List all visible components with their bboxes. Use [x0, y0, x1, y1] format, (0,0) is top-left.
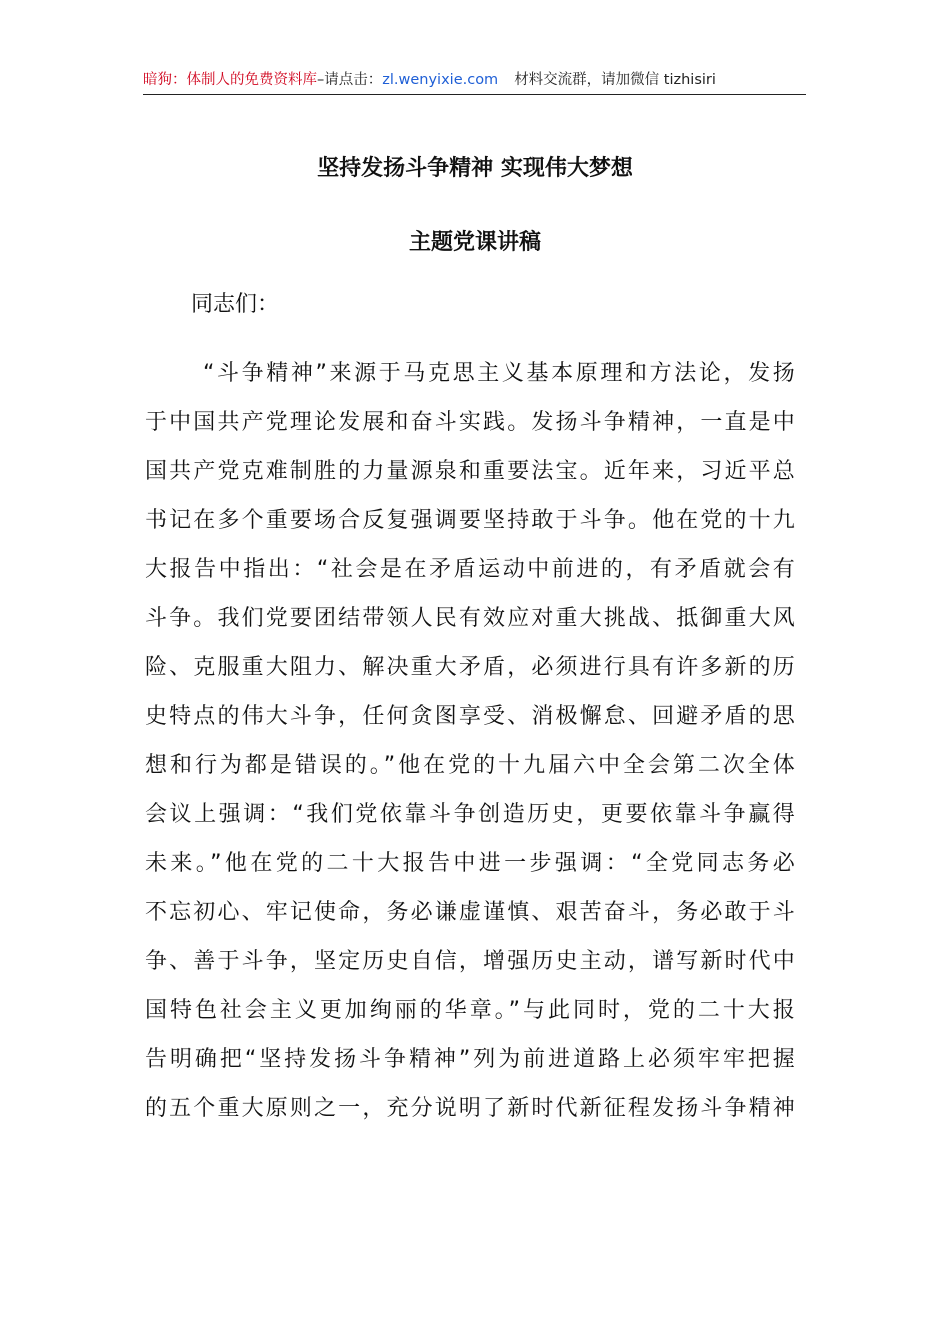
header-group-info: 材料交流群，请加微信 tizhisiri	[514, 72, 716, 88]
paragraph-line: 大报告中指出：“社会是在矛盾运动中前进的，有矛盾就会有	[145, 557, 795, 582]
paragraph-line: 未来。”他在党的二十大报告中进一步强调：“全党同志务必	[145, 851, 795, 876]
paragraph-line: 书记在多个重要场合反复强调要坚持敢于斗争。他在党的十九	[145, 508, 795, 533]
salutation: 同志们：	[191, 292, 280, 317]
paragraph-line: 想和行为都是错误的。”他在党的十九届六中全会第二次全体	[145, 753, 795, 778]
paragraph-line: 国特色社会主义更加绚丽的华章。”与此同时，党的二十大报	[145, 998, 795, 1023]
header-link[interactable]: zl.wenyixie.com	[382, 72, 499, 88]
paragraph-line: “斗争精神”来源于马克思主义基本原理和方法论，发扬	[203, 361, 795, 386]
paragraph-line: 国共产党克难制胜的力量源泉和重要法宝。近年来，习近平总	[145, 459, 795, 484]
paragraph-line: 会议上强调：“我们党依靠斗争创造历史，更要依靠斗争赢得	[145, 802, 795, 827]
header-brand: 暗狗：体制人的免费资料库	[143, 72, 317, 88]
paragraph-line: 争、善于斗争，坚定历史自信，增强历史主动，谱写新时代中	[145, 949, 795, 974]
header-click-prefix: –请点击：	[317, 72, 383, 88]
paragraph-line: 险、克服重大阻力、解决重大矛盾，必须进行具有许多新的历	[145, 655, 795, 680]
paragraph-line: 告明确把“坚持发扬斗争精神”列为前进道路上必须牢牢把握	[145, 1047, 795, 1072]
paragraph-line: 于中国共产党理论发展和奋斗实践。发扬斗争精神，一直是中	[145, 410, 795, 435]
document-subtitle: 主题党课讲稿	[408, 230, 541, 255]
paragraph-line: 不忘初心、牢记使命，务必谦虚谨慎、艰苦奋斗，务必敢于斗	[145, 900, 795, 925]
paragraph-line: 史特点的伟大斗争，任何贪图享受、消极懈怠、回避矛盾的思	[145, 704, 795, 729]
document-title: 坚持发扬斗争精神 实现伟大梦想	[317, 156, 633, 181]
body-paragraph	[145, 349, 795, 1133]
paragraph-line: 斗争。我们党要团结带领人民有效应对重大挑战、抵御重大风	[145, 606, 795, 631]
paragraph-line: 的五个重大原则之一，充分说明了新时代新征程发扬斗争精神	[145, 1096, 795, 1121]
page-header	[143, 68, 806, 95]
